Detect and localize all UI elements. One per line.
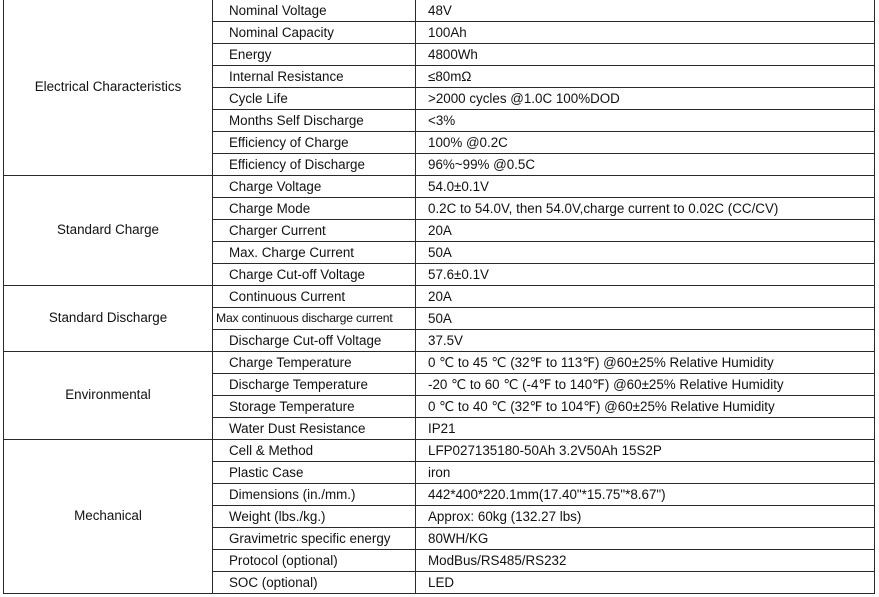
spec-value: LFP027135180-50Ah 3.2V50Ah 15S2P bbox=[416, 440, 875, 462]
spec-label: Weight (lbs./kg.) bbox=[213, 506, 416, 528]
spec-label: Charge Mode bbox=[213, 198, 416, 220]
spec-value: LED bbox=[416, 572, 875, 594]
spec-value: 48V bbox=[416, 0, 875, 22]
category-environmental bbox=[4, 352, 213, 440]
spec-label: Nominal Voltage bbox=[213, 0, 416, 22]
spec-value: 57.6±0.1V bbox=[416, 264, 875, 286]
spec-value: 80WH/KG bbox=[416, 528, 875, 550]
spec-value: 37.5V bbox=[416, 330, 875, 352]
spec-value: 20A bbox=[416, 220, 875, 242]
spec-label: Energy bbox=[213, 44, 416, 66]
spec-value: >2000 cycles @1.0C 100%DOD bbox=[416, 88, 875, 110]
spec-label: Dimensions (in./mm.) bbox=[213, 484, 416, 506]
spec-value: 54.0±0.1V bbox=[416, 176, 875, 198]
spec-row-charge-voltage bbox=[4, 176, 875, 198]
spec-label: SOC (optional) bbox=[213, 572, 416, 594]
spec-table-body bbox=[4, 0, 875, 594]
spec-value: 50A bbox=[416, 242, 875, 264]
spec-value: ModBus/RS485/RS232 bbox=[416, 550, 875, 572]
category-label: Standard Charge bbox=[57, 222, 159, 238]
spec-value: iron bbox=[416, 462, 875, 484]
spec-label: Months Self Discharge bbox=[213, 110, 416, 132]
spec-value: ≤80mΩ bbox=[416, 66, 875, 88]
spec-label: Charge Temperature bbox=[213, 352, 416, 374]
spec-value: <3% bbox=[416, 110, 875, 132]
spec-value: 4800Wh bbox=[416, 44, 875, 66]
spec-label: Water Dust Resistance bbox=[213, 418, 416, 440]
spec-row-nominal-voltage bbox=[4, 0, 875, 22]
category-standard-charge bbox=[4, 176, 213, 286]
spec-value: 442*400*220.1mm(17.40"*15.75"*8.67") bbox=[416, 484, 875, 506]
spec-label: Max continuous discharge current bbox=[213, 308, 416, 330]
spec-value: 0 ℃ to 45 ℃ (32℉ to 113℉) @60±25% Relative Humidity bbox=[416, 352, 875, 374]
spec-label: Storage Temperature bbox=[213, 396, 416, 418]
spec-label: Efficiency of Charge bbox=[213, 132, 416, 154]
category-label: Mechanical bbox=[74, 508, 142, 524]
spec-value: 50A bbox=[416, 308, 875, 330]
spec-row-cell-method bbox=[4, 440, 875, 462]
spec-label: Continuous Current bbox=[213, 286, 416, 308]
spec-label: Efficiency of Discharge bbox=[213, 154, 416, 176]
spec-label: Internal Resistance bbox=[213, 66, 416, 88]
spec-value: 100Ah bbox=[416, 22, 875, 44]
category-electrical-characteristics bbox=[4, 0, 213, 176]
spec-label: Plastic Case bbox=[213, 462, 416, 484]
spec-label: Max. Charge Current bbox=[213, 242, 416, 264]
category-standard-discharge bbox=[4, 286, 213, 352]
spec-value: 100% @0.2C bbox=[416, 132, 875, 154]
spec-label: Discharge Temperature bbox=[213, 374, 416, 396]
spec-row-charge-temperature bbox=[4, 352, 875, 374]
spec-label: Gravimetric specific energy bbox=[213, 528, 416, 550]
spec-label: Cell & Method bbox=[213, 440, 416, 462]
spec-label: Charge Cut-off Voltage bbox=[213, 264, 416, 286]
spec-value: 0 ℃ to 40 ℃ (32℉ to 104℉) @60±25% Relative Humidity bbox=[416, 396, 875, 418]
spec-label: Charge Voltage bbox=[213, 176, 416, 198]
spec-label: Discharge Cut-off Voltage bbox=[213, 330, 416, 352]
spec-label: Charger Current bbox=[213, 220, 416, 242]
spec-value: IP21 bbox=[416, 418, 875, 440]
category-label: Environmental bbox=[65, 387, 151, 403]
spec-label: Protocol (optional) bbox=[213, 550, 416, 572]
spec-label: Nominal Capacity bbox=[213, 22, 416, 44]
category-label: Standard Discharge bbox=[48, 310, 168, 326]
spec-table bbox=[3, 0, 875, 594]
spec-value: 96%~99% @0.5C bbox=[416, 154, 875, 176]
spec-value: -20 ℃ to 60 ℃ (-4℉ to 140℉) @60±25% Relative Humidity bbox=[416, 374, 875, 396]
category-label: Electrical Characteristics bbox=[34, 79, 182, 95]
spec-value: 20A bbox=[416, 286, 875, 308]
category-mechanical bbox=[4, 440, 213, 594]
spec-row-continuous-current bbox=[4, 286, 875, 308]
spec-value: Approx: 60kg (132.27 lbs) bbox=[416, 506, 875, 528]
spec-value: 0.2C to 54.0V, then 54.0V,charge current to 0.02C (CC/CV) bbox=[416, 198, 875, 220]
spec-label: Cycle Life bbox=[213, 88, 416, 110]
